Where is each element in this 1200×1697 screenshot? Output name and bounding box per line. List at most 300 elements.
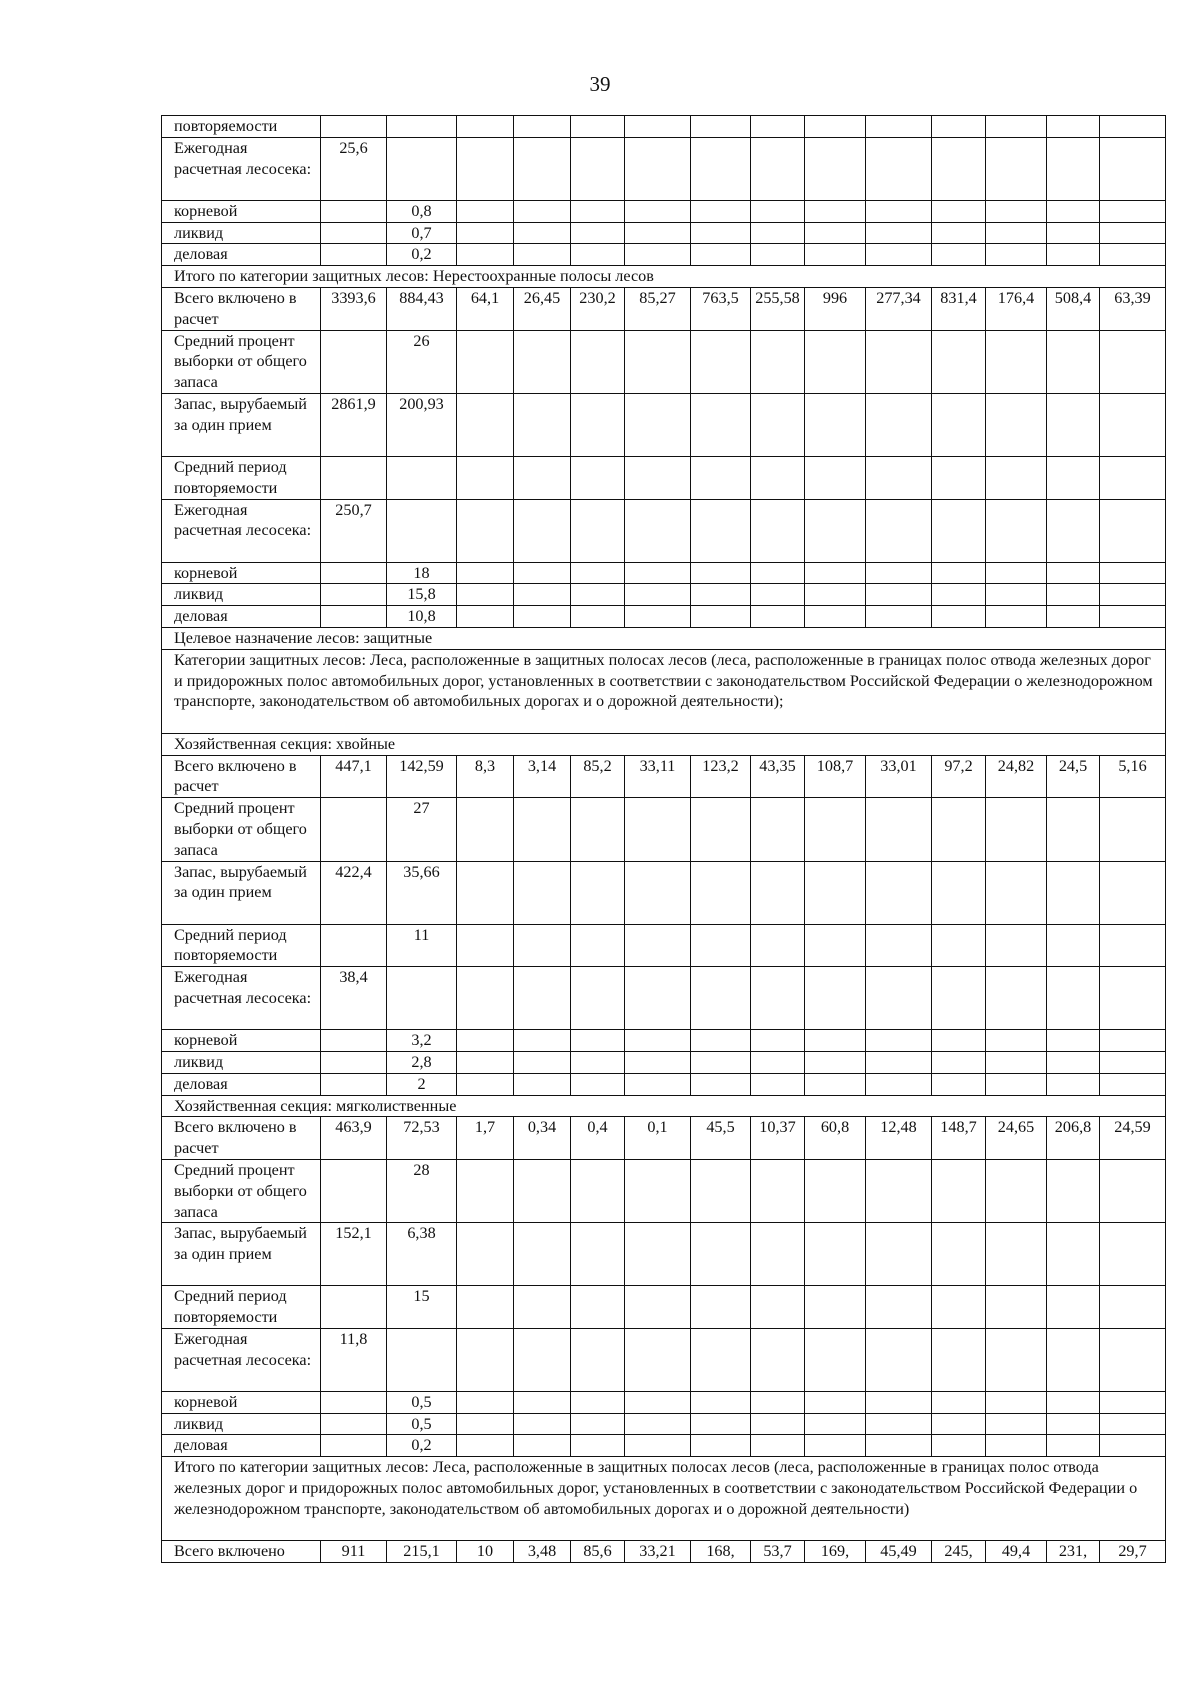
value-cell <box>986 330 1047 393</box>
value-cell <box>1047 798 1100 861</box>
value-cell <box>751 1159 805 1222</box>
value-cell <box>625 1391 691 1413</box>
value-cell <box>1100 116 1166 138</box>
value-cell <box>986 967 1047 1030</box>
value-cell <box>805 456 866 499</box>
value-cell <box>866 798 932 861</box>
row-label-cell: ликвид <box>162 1051 321 1073</box>
value-cell <box>1100 244 1166 266</box>
value-cell: 33,11 <box>625 755 691 798</box>
value-cell <box>457 1391 514 1413</box>
value-cell: 24,5 <box>1047 755 1100 798</box>
value-cell <box>866 562 932 584</box>
value-cell <box>457 330 514 393</box>
value-cell <box>691 1051 751 1073</box>
value-cell <box>514 798 571 861</box>
value-cell <box>805 1413 866 1435</box>
value-cell <box>932 1328 986 1391</box>
value-cell <box>805 1223 866 1286</box>
value-cell: 15,8 <box>387 584 457 606</box>
value-cell <box>1100 330 1166 393</box>
value-cell <box>457 1286 514 1329</box>
value-cell <box>625 562 691 584</box>
value-cell <box>514 924 571 967</box>
value-cell <box>321 1159 387 1222</box>
value-cell <box>1100 1413 1166 1435</box>
value-cell <box>805 1051 866 1073</box>
value-cell <box>986 499 1047 562</box>
value-cell: 0,7 <box>387 222 457 244</box>
section-header-cell: Итого по категории защитных лесов: Нерестоохранные полосы лесов <box>162 266 1166 288</box>
value-cell <box>571 456 625 499</box>
value-cell <box>1047 222 1100 244</box>
section-header-row <box>162 627 1166 649</box>
value-cell <box>387 1328 457 1391</box>
value-cell <box>1047 1391 1100 1413</box>
row-label-cell: ликвид <box>162 584 321 606</box>
value-cell: 176,4 <box>986 287 1047 330</box>
value-cell: 0,5 <box>387 1413 457 1435</box>
value-cell <box>457 456 514 499</box>
value-cell <box>691 393 751 456</box>
value-cell <box>805 116 866 138</box>
section-header-row <box>162 266 1166 288</box>
value-cell <box>1047 499 1100 562</box>
value-cell <box>457 393 514 456</box>
value-cell: 831,4 <box>932 287 986 330</box>
value-cell <box>932 924 986 967</box>
value-cell <box>691 1435 751 1457</box>
value-cell <box>514 330 571 393</box>
value-cell <box>986 861 1047 924</box>
value-cell <box>571 1391 625 1413</box>
value-cell <box>866 456 932 499</box>
value-cell <box>1047 1223 1100 1286</box>
value-cell <box>387 137 457 200</box>
value-cell <box>932 456 986 499</box>
value-cell <box>805 1030 866 1052</box>
value-cell: 24,82 <box>986 755 1047 798</box>
row-label-cell: деловая <box>162 606 321 628</box>
table-row <box>162 393 1166 456</box>
value-cell <box>1047 1328 1100 1391</box>
value-cell <box>691 584 751 606</box>
value-cell: 33,21 <box>625 1541 691 1563</box>
value-cell <box>866 1413 932 1435</box>
value-cell <box>321 1051 387 1073</box>
value-cell <box>751 562 805 584</box>
table-row <box>162 222 1166 244</box>
forest-data-table <box>161 115 1166 1563</box>
value-cell <box>1100 1159 1166 1222</box>
table-row <box>162 499 1166 562</box>
value-cell <box>514 1286 571 1329</box>
row-label-cell: Средний процент выборки от общего запаса <box>162 330 321 393</box>
value-cell: 6,38 <box>387 1223 457 1286</box>
value-cell <box>866 861 932 924</box>
value-cell: 108,7 <box>805 755 866 798</box>
value-cell <box>1047 1030 1100 1052</box>
section-header-cell: Хозяйственная секция: хвойные <box>162 733 1166 755</box>
value-cell <box>866 1223 932 1286</box>
value-cell <box>986 1413 1047 1435</box>
value-cell <box>1100 1051 1166 1073</box>
value-cell: 911 <box>321 1541 387 1563</box>
value-cell <box>932 393 986 456</box>
value-cell <box>625 456 691 499</box>
value-cell <box>866 222 932 244</box>
row-label-cell: ликвид <box>162 222 321 244</box>
value-cell <box>1047 562 1100 584</box>
value-cell <box>751 1286 805 1329</box>
value-cell <box>625 116 691 138</box>
value-cell <box>932 1413 986 1435</box>
value-cell <box>321 1286 387 1329</box>
value-cell: 49,4 <box>986 1541 1047 1563</box>
value-cell <box>805 244 866 266</box>
table-row <box>162 1030 1166 1052</box>
value-cell <box>1047 200 1100 222</box>
value-cell <box>986 606 1047 628</box>
value-cell <box>691 1030 751 1052</box>
value-cell <box>1100 1286 1166 1329</box>
value-cell <box>986 1051 1047 1073</box>
value-cell <box>805 330 866 393</box>
value-cell: 3,48 <box>514 1541 571 1563</box>
value-cell <box>514 499 571 562</box>
value-cell <box>691 330 751 393</box>
value-cell: 28 <box>387 1159 457 1222</box>
value-cell: 148,7 <box>932 1117 986 1160</box>
value-cell: 10,8 <box>387 606 457 628</box>
value-cell <box>514 1159 571 1222</box>
value-cell <box>457 798 514 861</box>
row-label-cell: ликвид <box>162 1413 321 1435</box>
value-cell <box>986 222 1047 244</box>
table-row <box>162 116 1166 138</box>
value-cell <box>866 244 932 266</box>
value-cell <box>571 222 625 244</box>
value-cell <box>514 1391 571 1413</box>
value-cell <box>1100 606 1166 628</box>
value-cell <box>986 1030 1047 1052</box>
value-cell: 60,8 <box>805 1117 866 1160</box>
value-cell <box>457 137 514 200</box>
value-cell: 152,1 <box>321 1223 387 1286</box>
section-header-cell: Категории защитных лесов: Леса, расположенные в защитных полосах лесов (леса, расположенные в границах полос отвода железных дорог и придорожных полос автомобильных дорог, установленных в соответствии с законодательством Российской Федерации о железнодорожном транспорте, законодательством об автомобильных дорогах и о дорожной деятельности); <box>162 649 1166 733</box>
value-cell <box>321 562 387 584</box>
value-cell: 200,93 <box>387 393 457 456</box>
value-cell <box>321 584 387 606</box>
value-cell <box>321 456 387 499</box>
value-cell <box>805 924 866 967</box>
table-row <box>162 606 1166 628</box>
value-cell: 0,8 <box>387 200 457 222</box>
table-row <box>162 1286 1166 1329</box>
value-cell <box>751 861 805 924</box>
value-cell <box>986 1073 1047 1095</box>
value-cell <box>805 606 866 628</box>
value-cell <box>625 606 691 628</box>
value-cell <box>805 584 866 606</box>
value-cell <box>514 1413 571 1435</box>
table-row <box>162 1435 1166 1457</box>
section-header-row <box>162 733 1166 755</box>
value-cell <box>691 606 751 628</box>
value-cell <box>1047 393 1100 456</box>
value-cell <box>805 499 866 562</box>
value-cell <box>1100 798 1166 861</box>
section-header-cell: Целевое назначение лесов: защитные <box>162 627 1166 649</box>
table-row <box>162 1159 1166 1222</box>
value-cell <box>514 1073 571 1095</box>
value-cell: 63,39 <box>1100 287 1166 330</box>
value-cell <box>986 1391 1047 1413</box>
value-cell <box>751 1435 805 1457</box>
value-cell <box>691 499 751 562</box>
value-cell: 277,34 <box>866 287 932 330</box>
value-cell <box>932 1391 986 1413</box>
value-cell: 38,4 <box>321 967 387 1030</box>
value-cell <box>1100 967 1166 1030</box>
value-cell <box>457 244 514 266</box>
value-cell <box>751 1413 805 1435</box>
value-cell: 169, <box>805 1541 866 1563</box>
value-cell <box>321 222 387 244</box>
value-cell: 5,16 <box>1100 755 1166 798</box>
value-cell: 53,7 <box>751 1541 805 1563</box>
value-cell: 230,2 <box>571 287 625 330</box>
value-cell <box>571 798 625 861</box>
value-cell <box>866 606 932 628</box>
value-cell <box>625 1159 691 1222</box>
value-cell <box>866 499 932 562</box>
row-label-cell: Запас, вырубаемый за один прием <box>162 1223 321 1286</box>
value-cell <box>321 798 387 861</box>
value-cell <box>932 584 986 606</box>
value-cell <box>321 1435 387 1457</box>
value-cell: 43,35 <box>751 755 805 798</box>
value-cell <box>805 393 866 456</box>
value-cell <box>751 1073 805 1095</box>
value-cell <box>805 967 866 1030</box>
value-cell <box>571 137 625 200</box>
value-cell <box>457 1159 514 1222</box>
value-cell <box>1100 584 1166 606</box>
table-row <box>162 861 1166 924</box>
value-cell <box>866 1328 932 1391</box>
value-cell <box>805 1073 866 1095</box>
row-label-cell: Ежегодная расчетная лесосека: <box>162 499 321 562</box>
value-cell: 215,1 <box>387 1541 457 1563</box>
value-cell <box>625 499 691 562</box>
value-cell <box>751 456 805 499</box>
value-cell <box>321 1030 387 1052</box>
value-cell <box>866 1286 932 1329</box>
value-cell <box>571 200 625 222</box>
value-cell <box>751 1030 805 1052</box>
value-cell <box>625 244 691 266</box>
value-cell <box>1047 456 1100 499</box>
table-row <box>162 244 1166 266</box>
row-label-cell: Средний период повторяемости <box>162 1286 321 1329</box>
value-cell <box>805 1159 866 1222</box>
value-cell <box>625 798 691 861</box>
value-cell <box>866 393 932 456</box>
value-cell <box>932 1435 986 1457</box>
value-cell <box>986 1328 1047 1391</box>
section-header-row <box>162 1457 1166 1541</box>
value-cell <box>387 456 457 499</box>
value-cell <box>932 1223 986 1286</box>
value-cell <box>866 330 932 393</box>
value-cell <box>457 1073 514 1095</box>
table-row <box>162 1391 1166 1413</box>
value-cell <box>691 222 751 244</box>
value-cell <box>571 1286 625 1329</box>
value-cell <box>387 499 457 562</box>
value-cell <box>1047 861 1100 924</box>
value-cell <box>571 1435 625 1457</box>
row-label-cell: корневой <box>162 1391 321 1413</box>
value-cell <box>457 1223 514 1286</box>
row-label-cell: повторяемости <box>162 116 321 138</box>
value-cell: 3,14 <box>514 755 571 798</box>
table-row <box>162 967 1166 1030</box>
value-cell: 85,2 <box>571 755 625 798</box>
value-cell <box>932 562 986 584</box>
table-row <box>162 1541 1166 1563</box>
value-cell <box>1100 924 1166 967</box>
value-cell <box>457 1051 514 1073</box>
value-cell <box>321 200 387 222</box>
value-cell: 85,6 <box>571 1541 625 1563</box>
value-cell: 10,37 <box>751 1117 805 1160</box>
value-cell: 0,1 <box>625 1117 691 1160</box>
value-cell <box>751 967 805 1030</box>
value-cell <box>571 1223 625 1286</box>
section-header-cell: Итого по категории защитных лесов: Леса, расположенные в защитных полосах лесов (леса, расположенные в границах полос отвода железных дорог и придорожных полос автомобильных дорог, установленных в соответствии с законодательством Российской Федерации о железнодорожном транспорте, законодательством об автомобильных дорогах и о дорожной деятельности) <box>162 1457 1166 1541</box>
value-cell <box>625 200 691 222</box>
value-cell: 2 <box>387 1073 457 1095</box>
value-cell <box>691 1286 751 1329</box>
value-cell <box>751 584 805 606</box>
value-cell <box>986 1435 1047 1457</box>
value-cell <box>691 562 751 584</box>
value-cell <box>866 584 932 606</box>
table-row <box>162 456 1166 499</box>
value-cell <box>387 967 457 1030</box>
value-cell <box>457 200 514 222</box>
value-cell <box>751 200 805 222</box>
value-cell <box>805 1391 866 1413</box>
table-row <box>162 798 1166 861</box>
value-cell: 2,8 <box>387 1051 457 1073</box>
value-cell <box>457 606 514 628</box>
value-cell <box>457 967 514 1030</box>
value-cell <box>691 1073 751 1095</box>
value-cell <box>866 1435 932 1457</box>
value-cell <box>514 562 571 584</box>
row-label-cell: Ежегодная расчетная лесосека: <box>162 967 321 1030</box>
value-cell <box>625 584 691 606</box>
value-cell: 26 <box>387 330 457 393</box>
value-cell <box>866 1391 932 1413</box>
value-cell <box>986 1286 1047 1329</box>
table-row <box>162 137 1166 200</box>
value-cell <box>571 1413 625 1435</box>
value-cell <box>514 584 571 606</box>
value-cell: 255,58 <box>751 287 805 330</box>
value-cell <box>625 1435 691 1457</box>
value-cell <box>1100 1391 1166 1413</box>
value-cell <box>751 798 805 861</box>
value-cell <box>625 1030 691 1052</box>
value-cell <box>514 244 571 266</box>
value-cell <box>932 116 986 138</box>
value-cell <box>571 1030 625 1052</box>
row-label-cell: деловая <box>162 244 321 266</box>
row-label-cell: Средний процент выборки от общего запаса <box>162 798 321 861</box>
value-cell <box>866 137 932 200</box>
row-label-cell: деловая <box>162 1073 321 1095</box>
value-cell: 0,2 <box>387 244 457 266</box>
value-cell <box>805 861 866 924</box>
value-cell <box>986 1159 1047 1222</box>
value-cell: 447,1 <box>321 755 387 798</box>
value-cell <box>866 1030 932 1052</box>
row-label-cell: корневой <box>162 562 321 584</box>
table-row <box>162 1073 1166 1095</box>
value-cell <box>571 393 625 456</box>
value-cell <box>986 562 1047 584</box>
row-label-cell: Всего включено в расчет <box>162 287 321 330</box>
value-cell <box>571 562 625 584</box>
value-cell <box>1047 924 1100 967</box>
value-cell <box>457 116 514 138</box>
value-cell <box>1047 1435 1100 1457</box>
value-cell <box>751 499 805 562</box>
value-cell <box>691 1223 751 1286</box>
value-cell <box>457 924 514 967</box>
value-cell <box>514 456 571 499</box>
table-row <box>162 584 1166 606</box>
section-header-row <box>162 1095 1166 1117</box>
value-cell <box>1100 499 1166 562</box>
table-row <box>162 1117 1166 1160</box>
value-cell: 11,8 <box>321 1328 387 1391</box>
value-cell <box>514 1051 571 1073</box>
row-label-cell: деловая <box>162 1435 321 1457</box>
value-cell <box>1047 1051 1100 1073</box>
value-cell <box>751 1051 805 1073</box>
value-cell <box>932 1030 986 1052</box>
page-number: 39 <box>589 72 611 96</box>
value-cell <box>625 137 691 200</box>
value-cell: 64,1 <box>457 287 514 330</box>
value-cell <box>625 1073 691 1095</box>
value-cell: 231, <box>1047 1541 1100 1563</box>
value-cell <box>932 967 986 1030</box>
value-cell <box>571 967 625 1030</box>
value-cell <box>932 330 986 393</box>
table-row <box>162 1051 1166 1073</box>
value-cell: 884,43 <box>387 287 457 330</box>
value-cell: 35,66 <box>387 861 457 924</box>
value-cell <box>457 1435 514 1457</box>
value-cell: 2861,9 <box>321 393 387 456</box>
row-label-cell: корневой <box>162 200 321 222</box>
